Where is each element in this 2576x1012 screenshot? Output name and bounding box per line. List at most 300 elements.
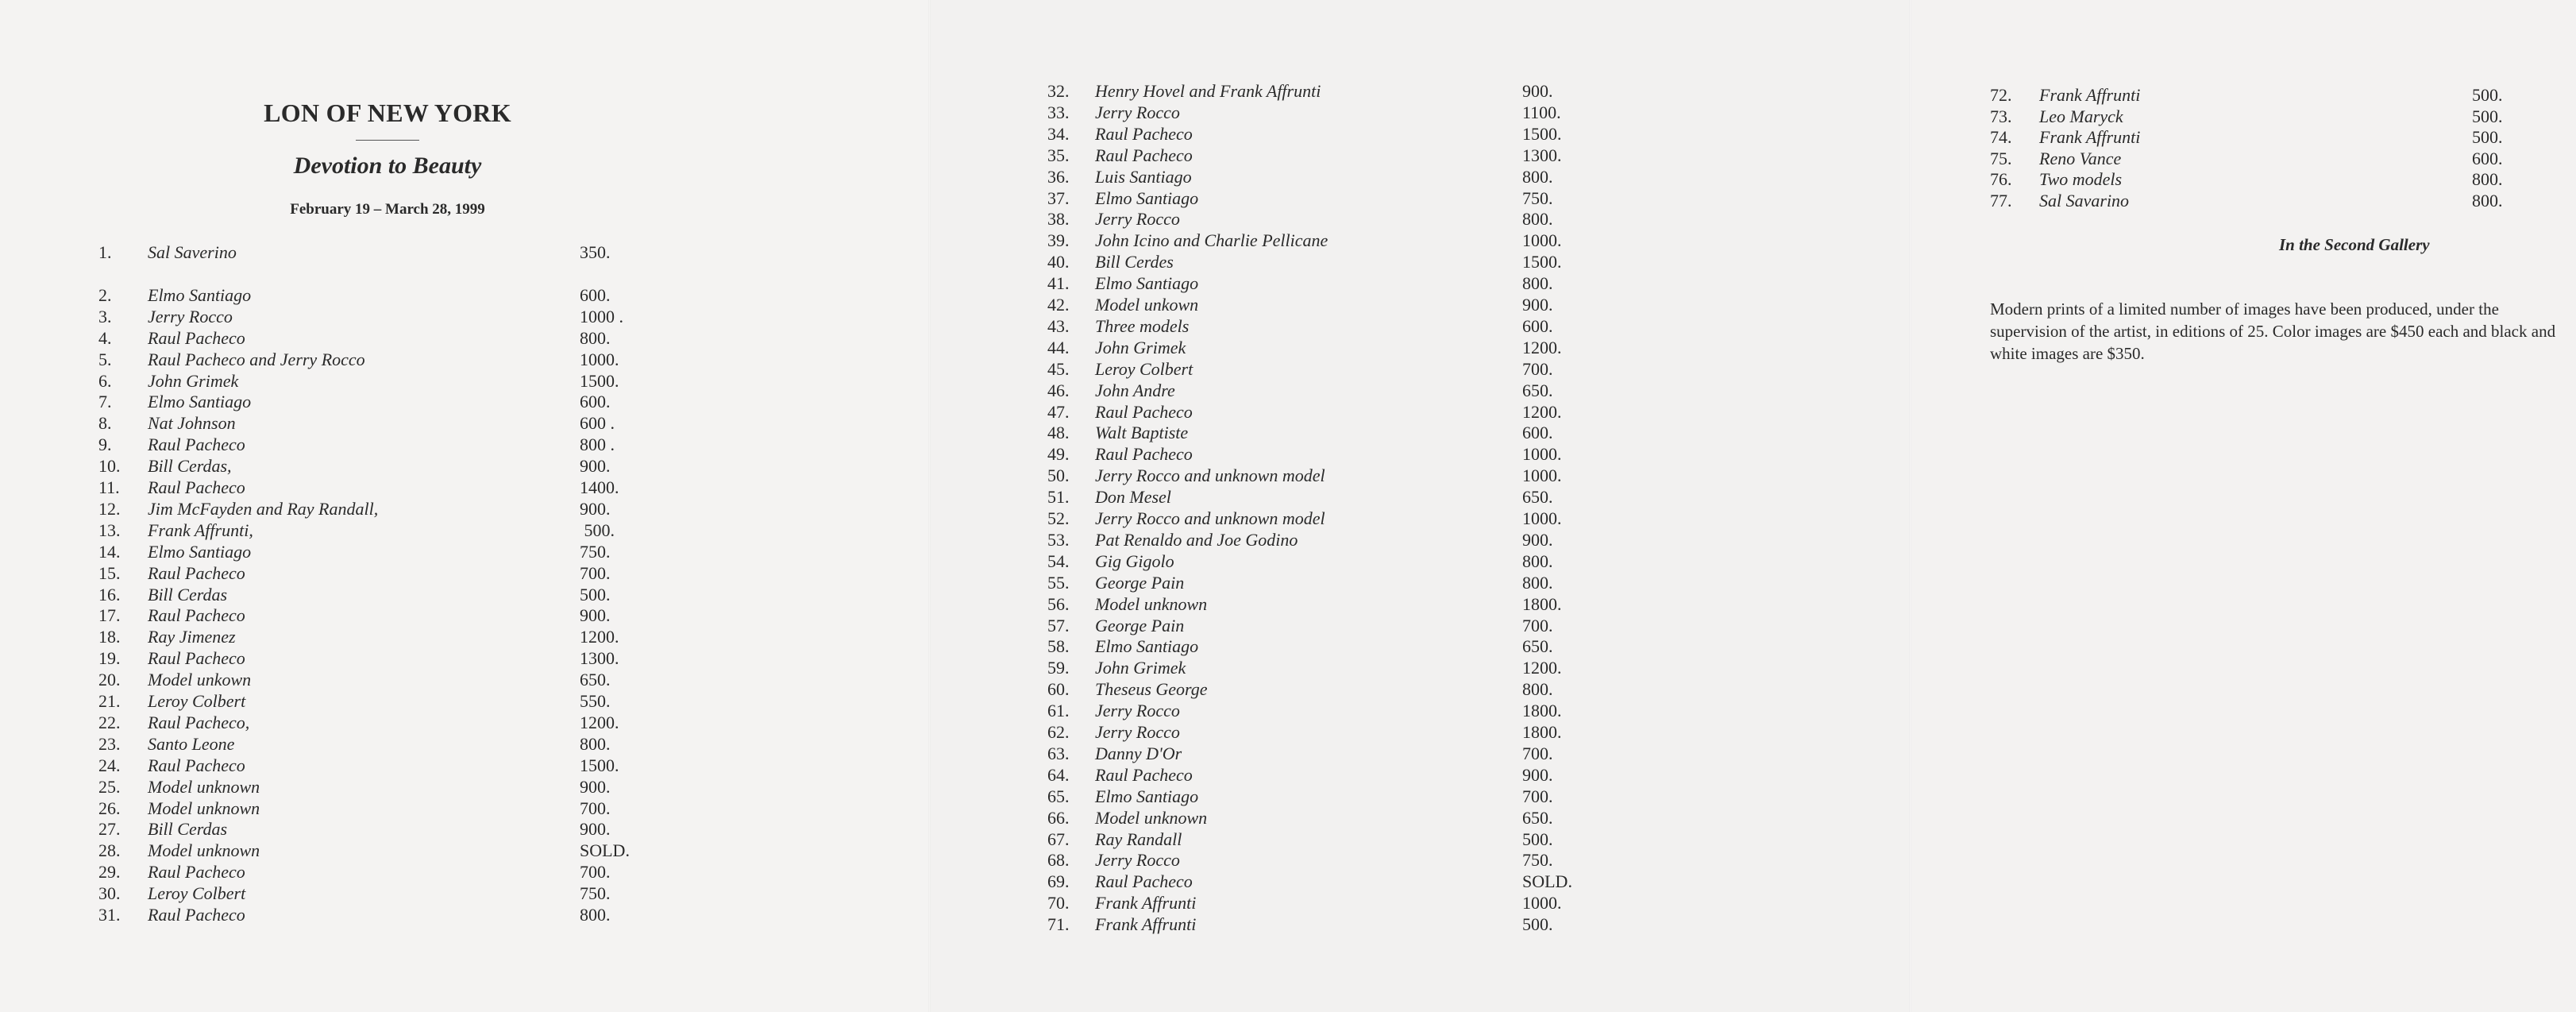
item-number: 22. [98, 712, 121, 732]
list-item [1047, 230, 1618, 251]
item-model-name: Jerry Rocco [1095, 722, 1180, 742]
item-model-name: Raul Pacheco [148, 648, 245, 669]
item-model-name: Raul Pacheco [1095, 871, 1193, 892]
item-price: 800. [1522, 572, 1553, 593]
item-model-name: Frank Affrunti [1095, 914, 1197, 935]
item-number: 19. [98, 648, 121, 669]
item-price: 1500. [580, 370, 619, 391]
item-model-name: Raul Pacheco, [148, 712, 250, 732]
item-number: 27. [98, 819, 121, 840]
item-model-name: John Grimek [1095, 337, 1186, 357]
list-item [1047, 764, 1618, 786]
list-item [1047, 721, 1618, 743]
list-item [98, 562, 675, 584]
item-number: 31. [98, 905, 121, 925]
list-item [98, 477, 675, 498]
list-item [1047, 123, 1618, 145]
item-price: 1500. [1522, 252, 1562, 272]
item-price: 700. [580, 798, 611, 818]
item-model-name: Raul Pacheco [148, 755, 245, 775]
item-model-name: Don Mesel [1095, 487, 1171, 508]
item-model-name: Raul Pacheco [148, 905, 245, 925]
list-item [1047, 849, 1618, 871]
item-model-name: Raul Pacheco [1095, 444, 1193, 465]
item-price: 500. [580, 584, 611, 604]
list-item [1990, 84, 2567, 106]
item-model-name: Danny D'Or [1095, 743, 1182, 763]
item-price: 800. [1522, 273, 1553, 294]
list-item [98, 669, 675, 690]
item-model-name: Raul Pacheco and Jerry Rocco [148, 349, 365, 369]
list-item [98, 241, 675, 263]
list-item [98, 520, 675, 541]
item-number: 26. [98, 798, 121, 818]
item-model-name: Model unknown [1095, 807, 1208, 828]
list-item [1047, 337, 1618, 358]
item-number: 5. [98, 349, 112, 369]
list-item [1047, 145, 1618, 166]
fold-line-right [1909, 0, 1911, 1012]
item-price: 800. [580, 733, 611, 754]
item-price: 750. [580, 883, 611, 904]
list-item [1047, 914, 1618, 935]
item-number: 33. [1047, 102, 1070, 122]
item-price: 650. [1522, 380, 1553, 400]
item-number: 8. [98, 413, 112, 434]
list-item [1990, 168, 2567, 190]
item-price: 750. [580, 541, 611, 562]
item-price: 500. [2472, 106, 2503, 126]
item-price: 750. [1522, 850, 1553, 871]
list-item [98, 755, 675, 776]
item-number: 67. [1047, 829, 1070, 849]
item-price: 1200. [1522, 658, 1562, 678]
list-item [1990, 126, 2567, 148]
item-model-name: Elmo Santiago [1095, 636, 1199, 657]
item-number: 64. [1047, 764, 1070, 785]
list-item [1047, 187, 1618, 209]
item-model-name: Model unknown [1095, 593, 1208, 614]
item-price: 600. [580, 284, 611, 305]
item-price: 500. [580, 520, 615, 540]
item-model-name: John Grimek [148, 370, 239, 391]
item-price: 800. [580, 905, 611, 925]
item-number: 48. [1047, 423, 1070, 443]
item-number: 45. [1047, 358, 1070, 379]
item-price: 700. [1522, 786, 1553, 806]
list-item [98, 391, 675, 412]
item-price: SOLD. [1522, 871, 1572, 892]
list-item [1047, 615, 1618, 636]
item-price: 1300. [580, 648, 619, 669]
item-number: 4. [98, 327, 112, 348]
item-model-name: Elmo Santiago [1095, 187, 1199, 208]
item-model-name: Luis Santiago [1095, 166, 1192, 187]
item-number: 7. [98, 392, 112, 412]
item-model-name: George Pain [1095, 572, 1185, 593]
list-item [98, 349, 675, 370]
list-item [1047, 508, 1618, 529]
item-price: 900. [580, 456, 611, 477]
list-item [98, 604, 675, 626]
list-item [1047, 550, 1618, 572]
item-number: 24. [98, 755, 121, 775]
item-number: 2. [98, 284, 112, 305]
list-item [98, 883, 675, 904]
list-item [1047, 678, 1618, 700]
item-price: SOLD. [580, 840, 630, 861]
item-number: 70. [1047, 893, 1070, 914]
item-model-name: Raul Pacheco [148, 605, 245, 626]
second-gallery-heading: In the Second Gallery [2279, 235, 2430, 254]
item-price: 1500. [1522, 123, 1562, 144]
item-number: 56. [1047, 593, 1070, 614]
item-price: 1000 . [580, 306, 623, 326]
item-price: 1000. [1522, 508, 1562, 528]
item-number: 6. [98, 370, 112, 391]
item-model-name: Bill Cerdes [1095, 252, 1174, 272]
list-item [1047, 80, 1618, 102]
item-price: 800. [1522, 679, 1553, 700]
item-number: 49. [1047, 444, 1070, 465]
item-number: 66. [1047, 807, 1070, 828]
list-item [98, 584, 675, 605]
item-price: 900. [580, 498, 611, 519]
list-item [98, 690, 675, 712]
item-price: 900. [1522, 529, 1553, 550]
item-number: 75. [1990, 148, 2012, 168]
list-item [1047, 892, 1618, 914]
item-model-name: Gig Gigolo [1095, 550, 1174, 571]
list-item [1047, 294, 1618, 315]
item-price: 800. [2472, 191, 2503, 211]
item-model-name: Model unknown [148, 776, 260, 797]
item-number: 10. [98, 456, 121, 477]
item-model-name: Sal Saverino [148, 242, 237, 262]
item-price: 800. [1522, 209, 1553, 230]
item-model-name: Jerry Rocco [1095, 102, 1180, 122]
item-number: 57. [1047, 615, 1070, 635]
list-item [1047, 315, 1618, 337]
item-model-name: Jerry Rocco [1095, 850, 1180, 871]
item-model-name: Raul Pacheco [1095, 145, 1193, 165]
item-number: 25. [98, 776, 121, 797]
item-model-name: Two models [2039, 169, 2123, 190]
item-number: 12. [98, 498, 121, 519]
item-model-name: George Pain [1095, 615, 1185, 635]
item-number: 44. [1047, 337, 1070, 357]
item-model-name: Leo Maryck [2039, 106, 2123, 126]
item-number: 63. [1047, 743, 1070, 763]
item-price: 800. [580, 327, 611, 348]
item-number: 59. [1047, 658, 1070, 678]
list-item [98, 626, 675, 647]
item-number: 71. [1047, 914, 1070, 935]
list-item [1047, 465, 1618, 486]
list-item [1990, 106, 2567, 127]
list-item [1047, 422, 1618, 443]
list-item [1047, 529, 1618, 550]
item-number: 73. [1990, 106, 2012, 126]
item-price: 900. [1522, 295, 1553, 315]
item-number: 54. [1047, 550, 1070, 571]
item-price: 700. [580, 562, 611, 583]
item-price: 900. [580, 776, 611, 797]
item-model-name: Jim McFayden and Ray Randall, [148, 498, 379, 519]
list-item [1047, 272, 1618, 294]
item-price: 1000. [1522, 444, 1562, 465]
item-model-name: Model unkown [148, 670, 252, 690]
item-number: 18. [98, 627, 121, 647]
item-price: 800. [1522, 166, 1553, 187]
item-number: 38. [1047, 209, 1070, 230]
item-price: 1000. [580, 349, 619, 369]
list-item [98, 647, 675, 669]
item-price: 1800. [1522, 593, 1562, 614]
item-number: 53. [1047, 529, 1070, 550]
item-price: 500. [1522, 829, 1553, 849]
item-number: 17. [98, 605, 121, 626]
list-item [1047, 829, 1618, 850]
item-price: 550. [580, 691, 611, 711]
item-price: 1200. [580, 627, 619, 647]
item-number: 43. [1047, 315, 1070, 336]
item-price: 650. [1522, 807, 1553, 828]
list-item [98, 541, 675, 562]
item-price: 800. [1522, 550, 1553, 571]
item-number: 58. [1047, 636, 1070, 657]
list-item [1047, 166, 1618, 187]
item-model-name: Jerry Rocco and unknown model [1095, 465, 1325, 486]
item-price: 600. [1522, 315, 1553, 336]
item-number: 61. [1047, 701, 1070, 721]
list-item [1047, 443, 1618, 465]
item-model-name: Sal Savarino [2039, 191, 2130, 211]
item-model-name: Jerry Rocco [1095, 209, 1180, 230]
list-item [1047, 401, 1618, 423]
item-price: 900. [580, 819, 611, 840]
item-price: 800. [2472, 169, 2503, 190]
list-item [1047, 786, 1618, 807]
item-price: 1500. [580, 755, 619, 775]
list-item [1990, 148, 2567, 169]
list-item [1047, 380, 1618, 401]
item-model-name: Ray Randall [1095, 829, 1182, 849]
item-number: 51. [1047, 487, 1070, 508]
item-price: 500. [2472, 127, 2503, 148]
item-model-name: Bill Cerdas [148, 584, 228, 604]
item-price: 1200. [580, 712, 619, 732]
list-item [98, 733, 675, 755]
item-model-name: Santo Leone [148, 733, 235, 754]
item-model-name: Three models [1095, 315, 1190, 336]
item-model-name: Leroy Colbert [148, 691, 246, 711]
catalog-subtitle: Devotion to Beauty [293, 153, 482, 179]
list-item [1047, 871, 1618, 892]
list-item [98, 412, 675, 434]
list-item [98, 861, 675, 883]
item-number: 41. [1047, 273, 1070, 294]
item-model-name: Theseus George [1095, 679, 1208, 700]
item-number: 3. [98, 306, 112, 326]
item-model-name: John Icino and Charlie Pellicane [1095, 230, 1328, 251]
item-model-name: John Grimek [1095, 658, 1186, 678]
item-price: 650. [580, 670, 611, 690]
item-model-name: Raul Pacheco [148, 862, 245, 883]
item-price: 1400. [580, 477, 619, 497]
item-model-name: Model unknown [148, 840, 260, 861]
item-number: 55. [1047, 572, 1070, 593]
item-model-name: Elmo Santiago [148, 392, 252, 412]
item-model-name: Frank Affrunti [1095, 893, 1197, 914]
list-item [98, 455, 675, 477]
list-item [98, 327, 675, 349]
item-model-name: Reno Vance [2039, 148, 2122, 168]
list-item [1047, 743, 1618, 764]
item-price: 900. [580, 605, 611, 626]
item-price: 500. [2472, 85, 2503, 105]
item-price: 700. [1522, 358, 1553, 379]
item-number: 42. [1047, 295, 1070, 315]
item-number: 50. [1047, 465, 1070, 486]
item-number: 69. [1047, 871, 1070, 892]
item-price: 1100. [1522, 102, 1561, 122]
item-number: 13. [98, 520, 121, 540]
list-item [98, 434, 675, 455]
item-number: 74. [1990, 127, 2012, 148]
item-number: 76. [1990, 169, 2012, 190]
item-model-name: Elmo Santiago [1095, 273, 1199, 294]
exhibition-dates: February 19 – March 28, 1999 [290, 201, 485, 218]
list-item [98, 498, 675, 520]
item-price: 1800. [1522, 701, 1562, 721]
item-number: 14. [98, 541, 121, 562]
item-model-name: Raul Pacheco [148, 477, 245, 497]
item-number: 62. [1047, 722, 1070, 742]
item-price: 650. [1522, 636, 1553, 657]
item-model-name: Frank Affrunti, [148, 520, 253, 540]
item-model-name: Frank Affrunti [2039, 85, 2141, 105]
item-model-name: Model unknown [148, 798, 260, 818]
item-number: 32. [1047, 81, 1070, 101]
item-price: 600. [2472, 148, 2503, 168]
item-number: 1. [98, 242, 112, 262]
item-number: 37. [1047, 187, 1070, 208]
item-price: 650. [1522, 487, 1553, 508]
list-item [98, 712, 675, 733]
list-item [1047, 635, 1618, 657]
item-model-name: Elmo Santiago [148, 284, 252, 305]
list-item [98, 284, 675, 306]
item-model-name: Raul Pacheco [148, 327, 245, 348]
item-number: 34. [1047, 123, 1070, 144]
item-number: 46. [1047, 380, 1070, 400]
item-number: 65. [1047, 786, 1070, 806]
item-number: 23. [98, 733, 121, 754]
item-model-name: Ray Jimenez [148, 627, 236, 647]
item-price: 1200. [1522, 401, 1562, 422]
item-model-name: Bill Cerdas [148, 819, 228, 840]
item-price: 700. [1522, 615, 1553, 635]
item-model-name: Jerry Rocco and unknown model [1095, 508, 1325, 528]
list-item [1047, 593, 1618, 615]
list-item [1047, 807, 1618, 829]
title-divider [356, 140, 419, 141]
item-price: 800 . [580, 435, 615, 455]
list-item [1047, 700, 1618, 721]
list-item [1047, 657, 1618, 678]
item-model-name: Frank Affrunti [2039, 127, 2141, 148]
item-number: 29. [98, 862, 121, 883]
item-number: 28. [98, 840, 121, 861]
item-price: 700. [580, 862, 611, 883]
item-number: 68. [1047, 850, 1070, 871]
item-model-name: Raul Pacheco [1095, 401, 1193, 422]
list-item [98, 904, 675, 925]
item-model-name: Leroy Colbert [148, 883, 246, 904]
list-item [1047, 102, 1618, 123]
item-price: 600. [580, 392, 611, 412]
list-item [1990, 190, 2567, 211]
item-model-name: Leroy Colbert [1095, 358, 1194, 379]
item-number: 47. [1047, 401, 1070, 422]
item-model-name: Nat Johnson [148, 413, 236, 434]
fold-line-left [928, 0, 931, 1012]
item-model-name: Model unkown [1095, 295, 1199, 315]
item-model-name: Bill Cerdas, [148, 456, 232, 477]
item-number: 36. [1047, 166, 1070, 187]
list-item [1047, 208, 1618, 230]
item-price: 700. [1522, 743, 1553, 763]
item-number: 9. [98, 435, 112, 455]
item-number: 11. [98, 477, 120, 497]
item-number: 16. [98, 584, 121, 604]
item-number: 20. [98, 670, 121, 690]
item-price: 900. [1522, 764, 1553, 785]
list-item [98, 840, 675, 861]
item-model-name: Elmo Santiago [1095, 786, 1199, 806]
item-price: 350. [580, 242, 611, 262]
item-model-name: Jerry Rocco [148, 306, 233, 326]
list-item [1047, 572, 1618, 593]
item-number: 72. [1990, 85, 2012, 105]
item-model-name: Raul Pacheco [148, 435, 245, 455]
item-price: 1000. [1522, 893, 1562, 914]
item-model-name: Elmo Santiago [148, 541, 252, 562]
item-price: 1300. [1522, 145, 1562, 165]
catalog-title: LON OF NEW YORK [264, 98, 511, 127]
item-model-name: Jerry Rocco [1095, 701, 1180, 721]
list-item [98, 776, 675, 798]
list-item [98, 306, 675, 327]
item-number: 52. [1047, 508, 1070, 528]
item-price: 1000. [1522, 465, 1562, 486]
item-model-name: Raul Pacheco [148, 562, 245, 583]
item-model-name: Walt Baptiste [1095, 423, 1189, 443]
list-item [1047, 486, 1618, 508]
list-item [1047, 251, 1618, 272]
prints-note: Modern prints of a limited number of images have been produced, under the supervision of the artist, in editions of 25. Color images are $450 each and black and white images are $350. [1990, 299, 2556, 363]
item-price: 1800. [1522, 722, 1562, 742]
item-model-name: Raul Pacheco [1095, 764, 1193, 785]
item-price: 500. [1522, 914, 1553, 935]
item-number: 40. [1047, 252, 1070, 272]
item-price: 750. [1522, 187, 1553, 208]
item-model-name: Pat Renaldo and Joe Godino [1095, 529, 1298, 550]
list-item [98, 370, 675, 392]
item-price: 1000. [1522, 230, 1562, 251]
item-price: 600. [1522, 423, 1553, 443]
